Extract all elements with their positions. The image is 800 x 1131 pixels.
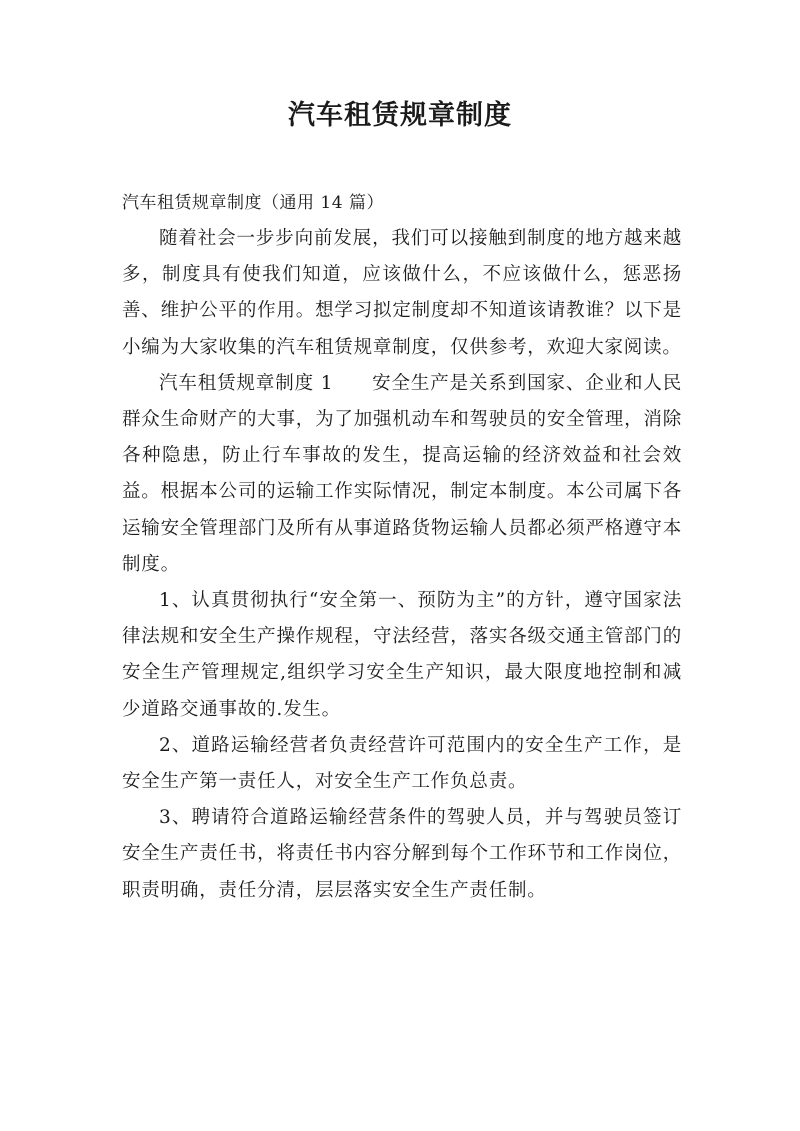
paragraph-regulation-1: 汽车租赁规章制度 1 安全生产是关系到国家、企业和人民群众生命财产的大事，为了加强机动车和驾驶员的安全管理，消除各种隐患，防止行车事故的发生，提高运输的经济效益和社会效益。根据本公司的运输工作实际情况，制定本制度。本公司属下各运输安全管理部门及所有从事道路货物运输人员都必须严格遵守本制度。	[122, 372, 682, 575]
document-subtitle: 汽车租赁规章制度（通用 14 篇）	[122, 193, 384, 213]
document-body	[122, 185, 682, 909]
paragraph-item-2: 2、道路运输经营者负责经营许可范围内的安全生产工作，是安全生产第一责任人，对安全生产工作负总责。	[122, 734, 682, 793]
paragraph-item-1: 1、认真贯彻执行“安全第一、预防为主”的方针，遵守国家法律法规和安全生产操作规程，守法经营，落实各级交通主管部门的安全生产管理规定,组织学习安全生产知识，最大限度地控制和减少道路交通事故的.发生。	[122, 590, 682, 720]
document-title: 汽车租赁规章制度	[288, 100, 512, 131]
paragraph-intro: 随着社会一步步向前发展，我们可以接触到制度的地方越来越多，制度具有使我们知道，应该做什么，不应该做什么，惩恶扬善、维护公平的作用。想学习拟定制度却不知道该请教谁？以下是小编为大家收集的汽车租赁规章制度，仅供参考，欢迎大家阅读。	[122, 228, 682, 358]
paragraph-item-3: 3、聘请符合道路运输经营条件的驾驶人员，并与驾驶员签订安全生产责任书，将责任书内容分解到每个工作环节和工作岗位，职责明确，责任分清，层层落实安全生产责任制。	[122, 807, 682, 901]
